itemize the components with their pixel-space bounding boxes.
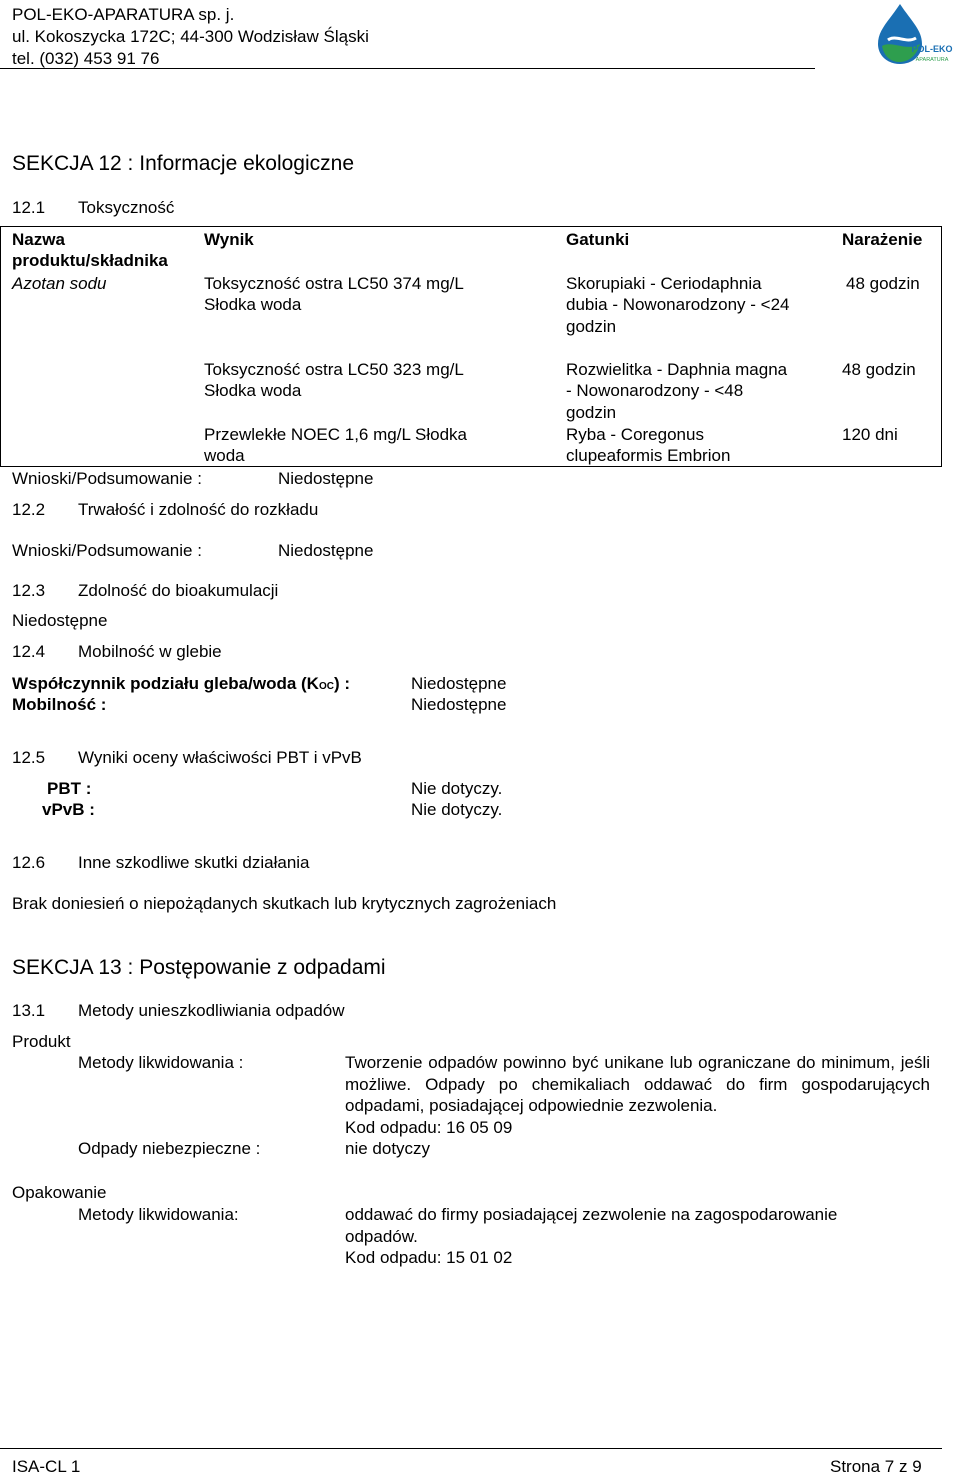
produkt-code: Kod odpadu: 16 05 09 — [345, 1118, 513, 1137]
company-name: POL-EKO-APARATURA sp. j. — [12, 5, 235, 24]
vpvb-label: vPvB : — [42, 800, 95, 819]
th-gatunki: Gatunki — [566, 230, 630, 249]
footer-doc-id: ISA-CL 1 — [12, 1457, 81, 1476]
sub-12-4-num: 12.4 — [12, 642, 46, 661]
sub-12-2-num: 12.2 — [12, 500, 46, 519]
opakowanie-methods-text: oddawać do firmy posiadającej zezwolenie na zagospodarowanie odpadów. — [345, 1205, 838, 1246]
tox-summary-label: Wnioski/Podsumowanie : — [12, 469, 202, 488]
sub-12-5-title: Wyniki oceny właściwości PBT i vPvB — [78, 748, 362, 767]
row1-wynik-2: Słodka woda — [204, 295, 302, 314]
row1-wynik-1: Toksyczność ostra LC50 374 mg/L — [204, 274, 464, 293]
row1-narazenie: 48 godzin — [846, 274, 920, 293]
sub-12-2-title: Trwałość i zdolność do rozkładu — [78, 500, 319, 519]
company-address: ul. Kokoszycka 172C; 44-300 Wodzisław Śląski — [12, 27, 369, 46]
sub-12-3-num: 12.3 — [12, 581, 46, 600]
sub-12-1-title: Toksyczność — [78, 198, 175, 217]
sub-12-6-text: Brak doniesień o niepożądanych skutkach lub krytycznych zagrożeniach — [12, 894, 557, 913]
sub-12-2-label: Wnioski/Podsumowanie : — [12, 541, 202, 560]
sub-12-4-title: Mobilność w glebie — [78, 642, 222, 661]
mobility-label: Mobilność : — [12, 695, 107, 714]
sub-12-1-num: 12.1 — [12, 198, 46, 217]
row2-gatunki-1: Rozwielitka - Daphnia magna — [566, 360, 788, 379]
row3-narazenie: 120 dni — [842, 425, 898, 444]
row3-gatunki-1: Ryba - Coregonus — [566, 425, 704, 444]
sub-12-3-value: Niedostępne — [12, 611, 108, 630]
row3-wynik-1: Przewlekłe NOEC 1,6 mg/L Słodka — [204, 425, 467, 444]
sub-13-1-num: 13.1 — [12, 1001, 46, 1020]
row2-wynik-1: Toksyczność ostra LC50 323 mg/L — [204, 360, 464, 379]
produkt-methods-text: Tworzenie odpadów powinno być unikane lub ograniczane do minimum, jeśli możliwe. Odpady po chemikaliach oddawać do firm gospodarujących odpadami, posiadającej odpowiednie zezwolenia. — [345, 1053, 930, 1115]
vpvb-value: Nie dotyczy. — [411, 800, 503, 819]
sub-12-6-title: Inne szkodliwe skutki działania — [78, 853, 310, 872]
logo-subtext: APARATURA — [915, 57, 949, 63]
opakowanie-code: Kod odpadu: 15 01 02 — [345, 1248, 513, 1267]
sub-13-1-title: Metody unieszkodliwiania odpadów — [78, 1001, 345, 1020]
sub-12-5-num: 12.5 — [12, 748, 46, 767]
row2-wynik-2: Słodka woda — [204, 381, 302, 400]
pbt-value: Nie dotyczy. — [411, 779, 503, 798]
row2-narazenie: 48 godzin — [842, 360, 916, 379]
row3-gatunki-2: clupeaformis Embrion — [566, 446, 731, 465]
th-wynik: Wynik — [204, 230, 254, 249]
row1-gatunki-2: dubia - Nowonarodzony - <24 — [566, 295, 790, 314]
row3-wynik-2: woda — [204, 446, 245, 465]
opakowanie-methods-label: Metody likwidowania: — [78, 1205, 239, 1224]
opakowanie-label: Opakowanie — [12, 1183, 107, 1202]
hazardous-label: Odpady niebezpieczne : — [78, 1139, 261, 1158]
row2-gatunki-2: - Nowonarodzony - <48 — [566, 381, 744, 400]
th-name-2: produktu/składnika — [12, 251, 168, 270]
tox-summary-value: Niedostępne — [278, 469, 374, 488]
section-12-title: SEKCJA 12 : Informacje ekologiczne — [12, 152, 355, 175]
produkt-methods-label: Metody likwidowania : — [78, 1053, 244, 1072]
row1-gatunki-3: godzin — [566, 317, 617, 336]
pbt-label: PBT : — [47, 779, 92, 798]
footer-rule — [0, 1448, 942, 1449]
sub-12-6-num: 12.6 — [12, 853, 46, 872]
th-name-1: Nazwa — [12, 230, 65, 249]
produkt-label: Produkt — [12, 1032, 71, 1051]
sub-12-3-title: Zdolność do bioakumulacji — [78, 581, 279, 600]
logo-text: POL-EKO — [911, 44, 953, 54]
koc-value: Niedostępne — [411, 674, 507, 693]
footer-page-number: Strona 7 z 9 — [830, 1457, 922, 1476]
koc-label: Współczynnik podziału gleba/woda (KOC) : — [12, 674, 351, 693]
mobility-value: Niedostępne — [411, 695, 507, 714]
section-13-title: SEKCJA 13 : Postępowanie z odpadami — [12, 956, 386, 979]
sub-12-2-value: Niedostępne — [278, 541, 374, 560]
th-narazenie: Narażenie — [842, 230, 923, 249]
header-rule — [0, 68, 815, 69]
row1-gatunki-1: Skorupiaki - Ceriodaphnia — [566, 274, 762, 293]
row2-gatunki-3: godzin — [566, 403, 617, 422]
row-name: Azotan sodu — [12, 274, 107, 293]
hazardous-value: nie dotyczy — [345, 1139, 431, 1158]
company-phone: tel. (032) 453 91 76 — [12, 49, 160, 68]
company-logo — [858, 0, 958, 68]
